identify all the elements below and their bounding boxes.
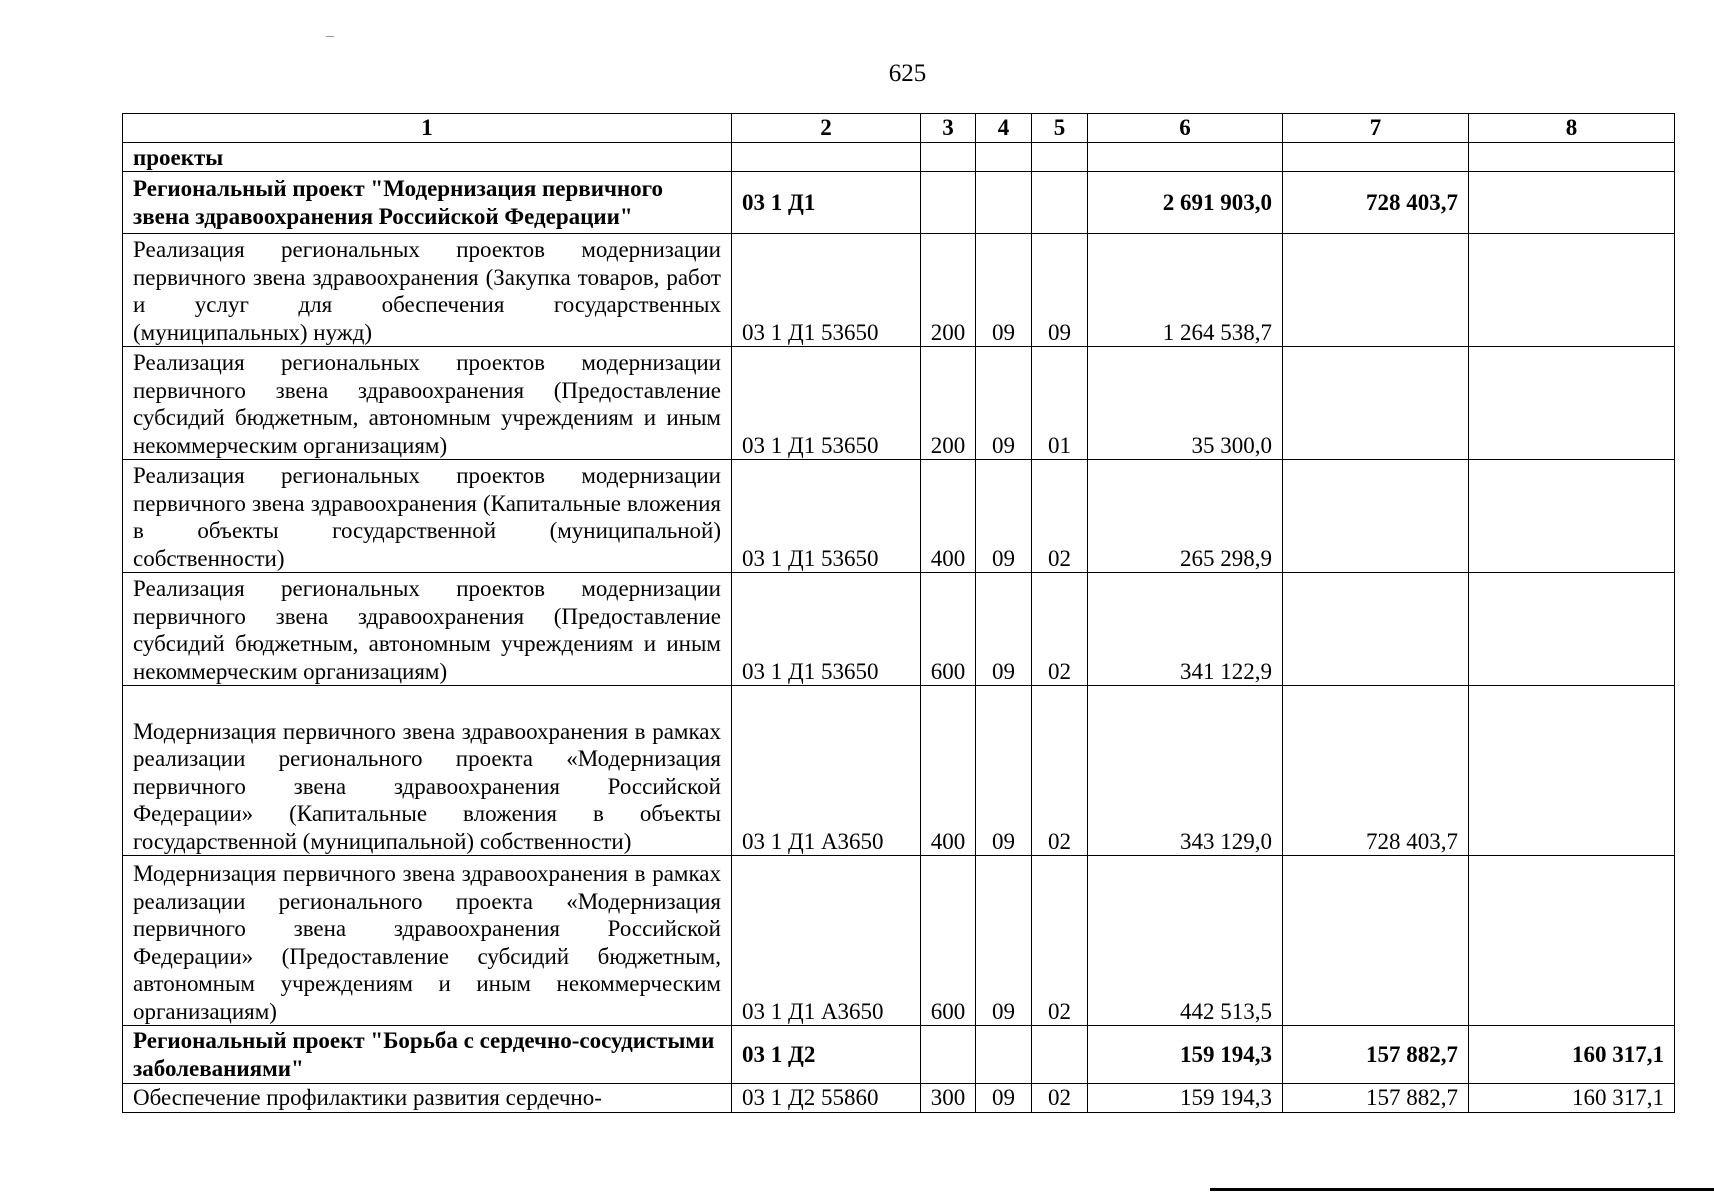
scan-mark <box>326 36 334 37</box>
table-header-row <box>123 114 1675 143</box>
row-code: 03 1 Д1 А3650 <box>732 686 921 856</box>
row-col4: 09 <box>976 686 1032 856</box>
row-col6: 265 298,9 <box>1088 460 1283 573</box>
row-col7 <box>1283 234 1469 347</box>
column-header: 3 <box>921 114 976 143</box>
row-col5: 01 <box>1032 347 1088 460</box>
row-col4: 09 <box>976 460 1032 573</box>
row-col3: 600 <box>921 856 976 1026</box>
row-col5 <box>1032 172 1088 234</box>
table-row <box>123 172 1675 234</box>
row-col8: 160 317,1 <box>1469 1026 1675 1084</box>
row-col8 <box>1469 460 1675 573</box>
column-header: 8 <box>1469 114 1675 143</box>
row-col6: 159 194,3 <box>1088 1084 1283 1113</box>
table-row <box>123 856 1675 1026</box>
table-row <box>123 460 1675 573</box>
row-col7 <box>1283 856 1469 1026</box>
table-row <box>123 347 1675 460</box>
row-code: 03 1 Д1 53650 <box>732 347 921 460</box>
table-row <box>123 1084 1675 1113</box>
row-code: 03 1 Д1 <box>732 172 921 234</box>
row-description: проекты <box>123 143 732 172</box>
row-description: Региональный проект "Борьба с сердечно-сосудистыми заболеваниями" <box>123 1026 732 1084</box>
row-col8 <box>1469 573 1675 686</box>
row-col7: 728 403,7 <box>1283 686 1469 856</box>
budget-table <box>122 113 1675 1113</box>
row-description: Реализация региональных проектов модернизации первичного звена здравоохранения (Капитальные вложения в объекты государственной (муниципальной) собственности) <box>123 460 732 573</box>
row-code: 03 1 Д1 53650 <box>732 460 921 573</box>
row-col5: 02 <box>1032 573 1088 686</box>
bottom-rule <box>1210 1188 1714 1191</box>
row-description: Модернизация первичного звена здравоохранения в рамках реализации регионального проекта «Модернизация первичного звена здравоохранения Российской Федерации» (Капитальные вложения в объекты государственной (муниципальной) собственности) <box>123 686 732 856</box>
row-col5 <box>1032 143 1088 172</box>
row-col7 <box>1283 143 1469 172</box>
table-row <box>123 1026 1675 1084</box>
page-number: 625 <box>888 60 927 87</box>
row-col5: 02 <box>1032 856 1088 1026</box>
row-col8 <box>1469 347 1675 460</box>
row-col8 <box>1469 686 1675 856</box>
row-col7 <box>1283 347 1469 460</box>
row-col3 <box>921 143 976 172</box>
table-row <box>123 573 1675 686</box>
row-col7 <box>1283 460 1469 573</box>
row-col6: 1 264 538,7 <box>1088 234 1283 347</box>
row-col8: 160 317,1 <box>1469 1084 1675 1113</box>
row-col3: 400 <box>921 686 976 856</box>
row-description: Реализация региональных проектов модернизации первичного звена здравоохранения (Предоставление субсидий бюджетным, автономным учреждениям и иным некоммерческим организациям) <box>123 573 732 686</box>
column-header: 2 <box>732 114 921 143</box>
column-header: 7 <box>1283 114 1469 143</box>
row-col8 <box>1469 234 1675 347</box>
row-code: 03 1 Д2 <box>732 1026 921 1084</box>
row-col6: 2 691 903,0 <box>1088 172 1283 234</box>
row-col5: 09 <box>1032 234 1088 347</box>
row-code <box>732 143 921 172</box>
row-col5: 02 <box>1032 686 1088 856</box>
row-col4: 09 <box>976 347 1032 460</box>
row-col8 <box>1469 143 1675 172</box>
column-header: 5 <box>1032 114 1088 143</box>
row-col7: 157 882,7 <box>1283 1084 1469 1113</box>
row-col6: 343 129,0 <box>1088 686 1283 856</box>
row-col3: 400 <box>921 460 976 573</box>
row-description: Реализация региональных проектов модернизации первичного звена здравоохранения (Закупка товаров, работ и услуг для обеспечения государственных (муниципальных) нужд) <box>123 234 732 347</box>
row-col8 <box>1469 172 1675 234</box>
row-col3: 300 <box>921 1084 976 1113</box>
row-col6 <box>1088 143 1283 172</box>
row-description: Обеспечение профилактики развития сердечно- <box>123 1084 732 1113</box>
row-col5: 02 <box>1032 460 1088 573</box>
row-col5: 02 <box>1032 1084 1088 1113</box>
row-description: Реализация региональных проектов модернизации первичного звена здравоохранения (Предоставление субсидий бюджетным, автономным учреждениям и иным некоммерческим организациям) <box>123 347 732 460</box>
table-row <box>123 234 1675 347</box>
row-code: 03 1 Д2 55860 <box>732 1084 921 1113</box>
row-col3: 200 <box>921 347 976 460</box>
row-col7: 728 403,7 <box>1283 172 1469 234</box>
table-row <box>123 686 1675 856</box>
row-col4: 09 <box>976 234 1032 347</box>
row-col3: 200 <box>921 234 976 347</box>
column-header: 6 <box>1088 114 1283 143</box>
row-code: 03 1 Д1 53650 <box>732 234 921 347</box>
row-col7: 157 882,7 <box>1283 1026 1469 1084</box>
row-col4: 09 <box>976 856 1032 1026</box>
column-header: 4 <box>976 114 1032 143</box>
row-col3 <box>921 172 976 234</box>
row-col6: 442 513,5 <box>1088 856 1283 1026</box>
table-row <box>123 143 1675 172</box>
row-col7 <box>1283 573 1469 686</box>
row-col6: 159 194,3 <box>1088 1026 1283 1084</box>
column-header: 1 <box>123 114 732 143</box>
row-description: Модернизация первичного звена здравоохранения в рамках реализации регионального проекта «Модернизация первичного звена здравоохранения Российской Федерации» (Предоставление субсидий бюджетным, автономным учреждениям и иным некоммерческим организациям) <box>123 856 732 1026</box>
row-col4: 09 <box>976 1084 1032 1113</box>
row-col3 <box>921 1026 976 1084</box>
row-col8 <box>1469 856 1675 1026</box>
row-code: 03 1 Д1 53650 <box>732 573 921 686</box>
row-col3: 600 <box>921 573 976 686</box>
row-col5 <box>1032 1026 1088 1084</box>
row-col6: 35 300,0 <box>1088 347 1283 460</box>
row-description: Региональный проект "Модернизация первичного звена здравоохранения Российской Федерации" <box>123 172 732 234</box>
row-col4 <box>976 143 1032 172</box>
row-col4 <box>976 1026 1032 1084</box>
row-col4: 09 <box>976 573 1032 686</box>
row-col4 <box>976 172 1032 234</box>
row-code: 03 1 Д1 А3650 <box>732 856 921 1026</box>
row-col6: 341 122,9 <box>1088 573 1283 686</box>
